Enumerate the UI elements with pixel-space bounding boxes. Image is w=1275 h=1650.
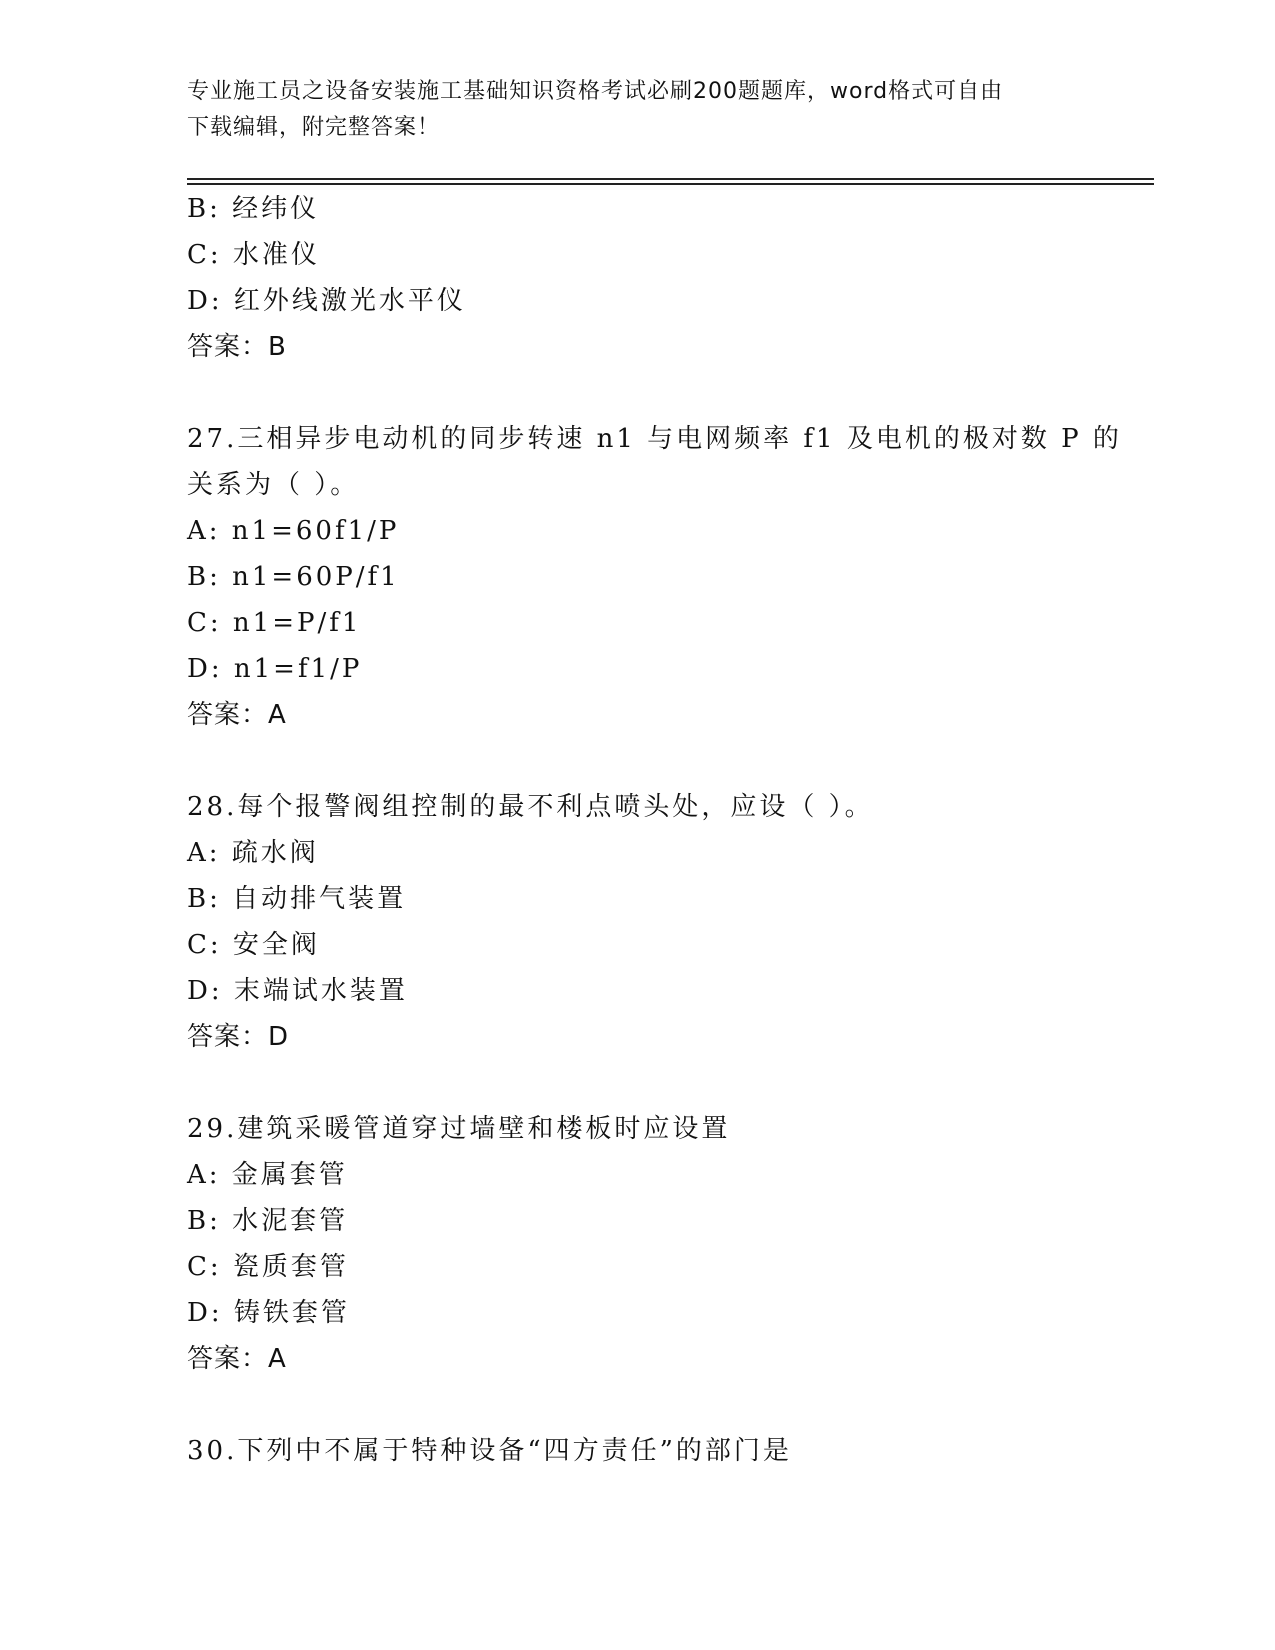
question-text: 30.下列中不属于特种设备“四方责任”的部门是	[187, 1436, 792, 1466]
answer: 答案：A	[187, 1344, 287, 1374]
question-text: 28.每个报警阀组控制的最不利点喷头处，应设（ ）。	[187, 792, 874, 822]
header-line-2: 下载编辑，附完整答案！	[187, 115, 441, 140]
question-28	[187, 784, 1147, 1060]
question-text-line-2: 关系为（ ）。	[187, 470, 360, 500]
answer: 答案：A	[187, 700, 287, 730]
option-c: C: 瓷质套管	[187, 1252, 349, 1282]
option-c: C: n1=P/f1	[187, 608, 362, 638]
header-divider-top	[187, 178, 1154, 180]
question-26-continued	[187, 186, 1147, 370]
option-a: A: 金属套管	[187, 1160, 348, 1190]
option-b: B: 水泥套管	[187, 1206, 349, 1236]
option-a: A: n1=60f1/P	[187, 516, 400, 546]
question-29	[187, 1106, 1147, 1382]
question-27	[187, 416, 1147, 738]
answer: 答案：B	[187, 332, 287, 362]
question-text: 29.建筑采暖管道穿过墙壁和楼板时应设置	[187, 1114, 731, 1144]
option-d: D: 铸铁套管	[187, 1298, 350, 1328]
spacer	[187, 1382, 1147, 1428]
spacer	[187, 738, 1147, 784]
question-text-line-1: 27.三相异步电动机的同步转速 n1 与电网频率 f1 及电机的极对数 P 的	[187, 424, 1122, 454]
spacer	[187, 1060, 1147, 1106]
option-d: D: n1=f1/P	[187, 654, 363, 684]
option-c: C: 安全阀	[187, 930, 320, 960]
option-a: A: 疏水阀	[187, 838, 319, 868]
answer: 答案：D	[187, 1022, 290, 1052]
header-divider-bottom	[187, 183, 1154, 185]
option-b: B: n1=60P/f1	[187, 562, 400, 592]
option-b: B: 自动排气装置	[187, 884, 407, 914]
option-c: C: 水准仪	[187, 240, 320, 270]
option-b: B: 经纬仪	[187, 194, 320, 224]
document-header	[187, 74, 1087, 146]
option-d: D: 末端试水装置	[187, 976, 408, 1006]
question-list	[187, 186, 1147, 1474]
spacer	[187, 370, 1147, 416]
header-line-1: 专业施工员之设备安装施工基础知识资格考试必刷200题题库，word格式可自由	[187, 79, 1004, 104]
question-30	[187, 1428, 1147, 1474]
option-d: D: 红外线激光水平仪	[187, 286, 466, 316]
